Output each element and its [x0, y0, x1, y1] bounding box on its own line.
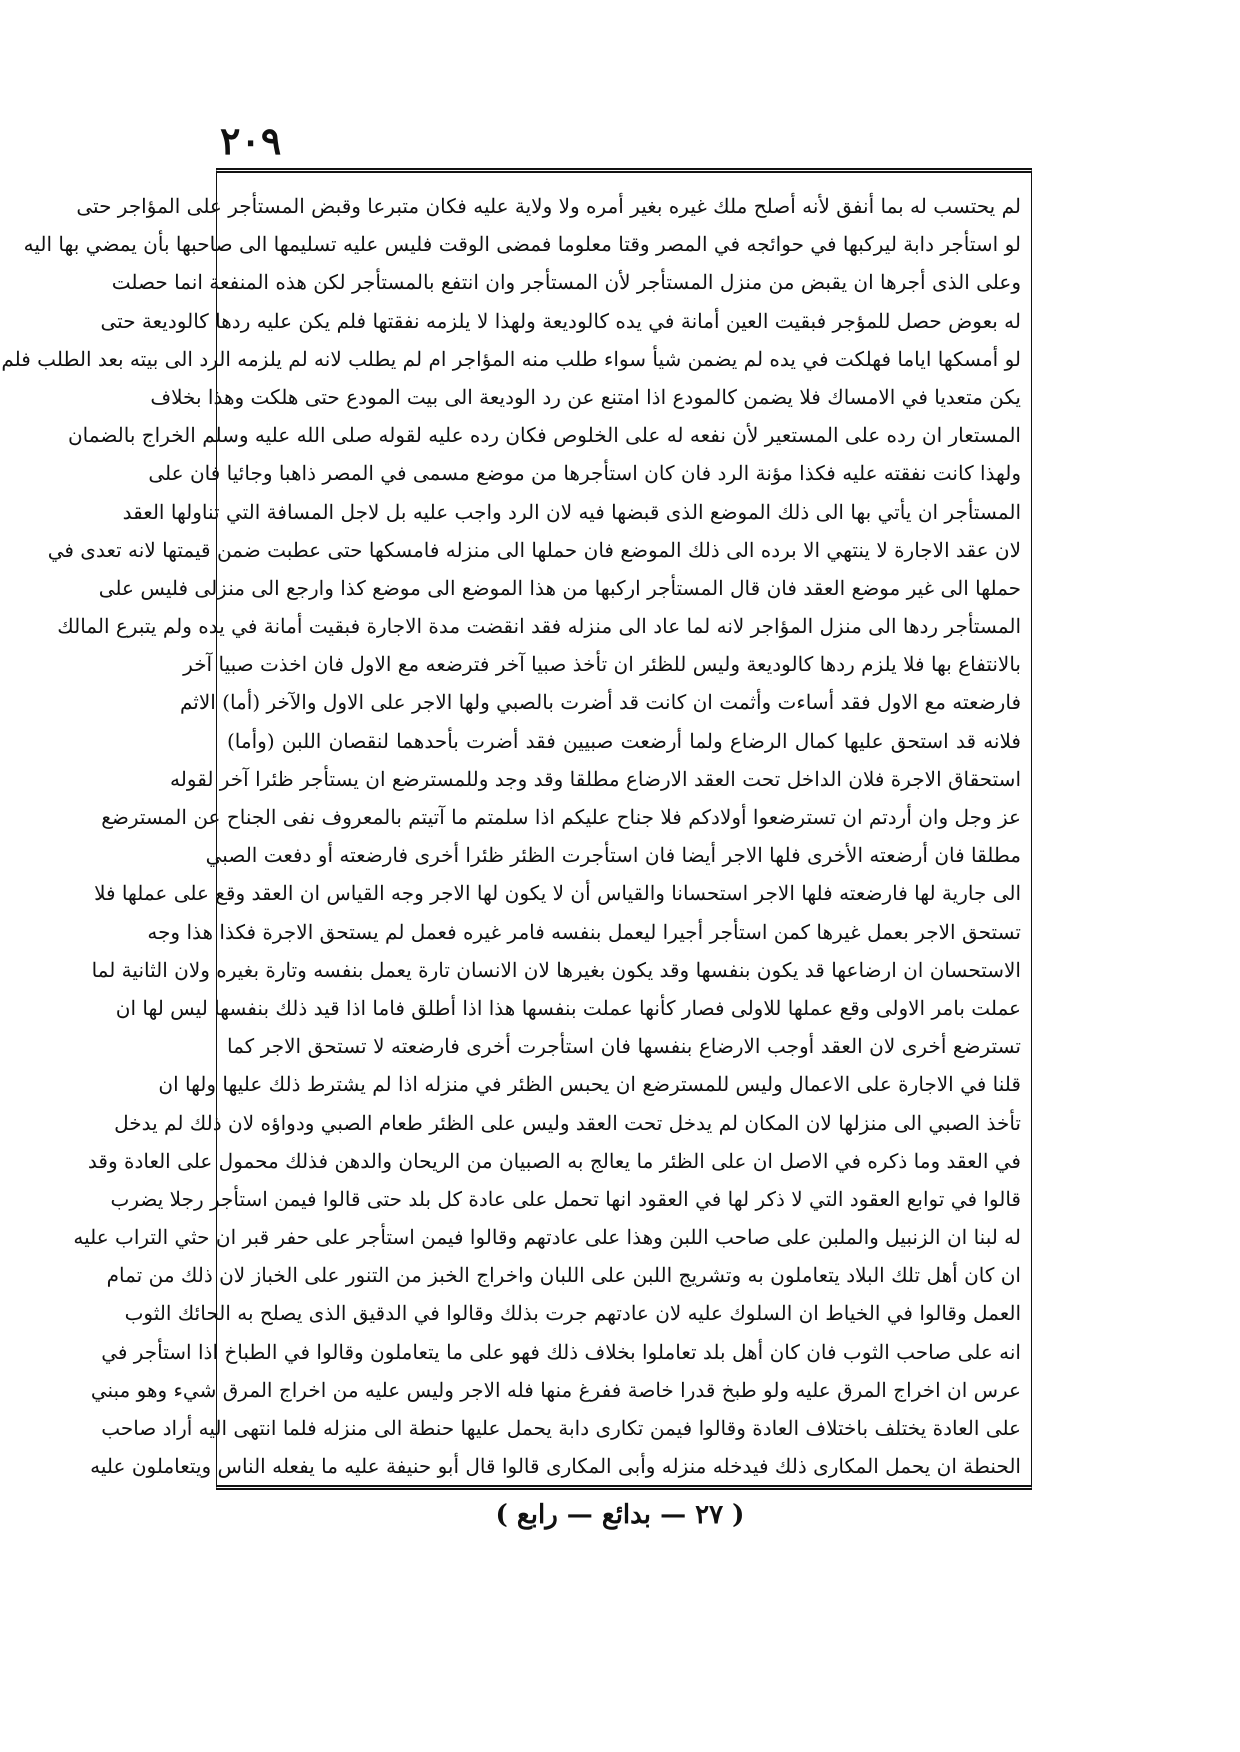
text-line: لان عقد الاجارة لا ينتهي الا برده الى ذلك الموضع فان حملها الى منزله فامسكها حتى عطبت ضمن قيمتها لانه تعدى في	[47, 537, 1021, 562]
text-line: المستأجر ان يأتي بها الى ذلك الموضع الذى قبضها فيه لان الرد واجب عليه بل لاجل المسافة التي تناولها العقد	[122, 499, 1021, 524]
text-line: المستأجر ردها الى منزل المؤاجر لانه لما عاد الى منزله فقد انقضت مدة الاجارة فبقيت أمانة في يده ولم يتبرع المالك	[57, 614, 1021, 639]
text-line: لو أمسكها اياما فهلكت في يده لم يضمن شيأ سواء طلب منه المؤاجر ام لم يطلب لانه لم يلزمه الرد الى بيته بعد الطلب فلم	[1, 346, 1021, 371]
footer-signature: ( ٢٧ — بدائع — رابع )	[495, 1500, 745, 1530]
text-line: تسترضع أخرى لان العقد أوجب الارضاع بنفسها فان استأجرت أخرى فارضعته لا تستحق الاجر كما	[227, 1034, 1021, 1059]
text-frame	[1, 168, 1032, 1490]
text-line: تستحق الاجر بعمل غيرها كمن استأجر أجيرا ليعمل بنفسه فامر غيره فعمل لم يستحق الاجرة فكذا هذا وجه	[147, 919, 1021, 944]
text-line: في العقد وما ذكره في الاصل ان على الظئر ما يعالج به الصبيان من الريحان والدهن فذلك محمول على العادة وقد	[87, 1148, 1021, 1173]
text-line: مطلقا فان أرضعته الأخرى فلها الاجر أيضا فان استأجرت الظئر ظئرا أخرى فارضعته أو دفعت الصبي	[205, 843, 1021, 868]
text-line: استحقاق الاجرة فلان الداخل تحت العقد الارضاع مطلقا وقد وجد وللمسترضع ان يستأجر ظئرا آخر لقوله	[170, 766, 1021, 791]
text-line: عز وجل وان أردتم ان تسترضعوا أولادكم فلا جناح عليكم اذا سلمتم ما آتيتم بالمعروف نفى الجناح عن المسترضع	[101, 805, 1021, 829]
text-line: فارضعته مع الاول فقد أساءت وأثمت ان كانت قد أضرت بالصبي ولها الاجر على الاول والآخر (أما) الاثم	[179, 690, 1021, 715]
text-line: ان كان أهل تلك البلاد يتعاملون به وتشريج اللبن على اللبان واخراج الخبز من التنور على الخباز لان ذلك من تمام	[106, 1263, 1021, 1288]
text-line: الحنطة ان يحمل المكارى ذلك فيدخله منزله وأبى المكارى قالوا قال أبو حنيفة عليه ما يفعله الناس ويتعاملون عليه	[90, 1454, 1021, 1479]
page-number: ٢٠٩	[220, 118, 282, 163]
text-line: له بعوض حصل للمؤجر فبقيت العين أمانة في يده كالوديعة ولهذا لا يلزمه نفقتها فلم يكن عليه ردها كالوديعة حتى	[100, 308, 1021, 333]
text-line: عملت بامر الاولى وقع عملها للاولى فصار كأنها عملت بنفسها هذا اذا أطلق فاما اذا قيد ذلك بنفسها ليس لها ان	[115, 995, 1021, 1020]
text-line: المستعار ان رده على المستعير لأن نفعه له على الخلوص فكان رده عليه لقوله صلى الله عليه وسلم الخراج بالضمان	[67, 423, 1021, 448]
text-line: بالانتفاع بها فلا يلزم ردها كالوديعة وليس للظئر ان تأخذ صبيا آخر فترضعه مع الاول فان اخذت صبيا آخر	[183, 652, 1021, 677]
text-line: قلنا في الاجارة على الاعمال وليس للمسترضع ان يحبس الظئر في منزله اذا لم يشترط ذلك عليها ولها ان	[158, 1072, 1021, 1097]
text-line: على العادة يختلف باختلاف العادة وقالوا فيمن تكارى دابة يحمل عليها حنطة الى منزله فلما انتهى اليه أراد صاحب	[101, 1416, 1021, 1440]
text-line: العمل وقالوا في الخياط ان السلوك عليه لان عادتهم جرت بذلك وقالوا في الدقيق الذى يصلح به الحائك الثوب	[124, 1301, 1021, 1326]
text-line: لم يحتسب له بما أنفق لأنه أصلح ملك غيره بغير أمره ولا ولاية عليه فكان متبرعا وقبض المستأجر على المؤاجر حتى	[76, 194, 1021, 218]
text-line: الاستحسان ان ارضاعها قد يكون بنفسها وقد يكون بغيرها لان الانسان تارة يعمل بنفسه وتارة بغيره ولان الثانية لما	[91, 957, 1021, 982]
text-line: يكن متعديا في الامساك فلا يضمن كالمودع اذا امتنع عن رد الوديعة الى بيت المودع حتى هلكت وهذا بخلاف	[150, 384, 1021, 409]
text-line: لو استأجر دابة ليركبها في حوائجه في المصر وقتا معلوما فمضى الوقت فليس عليه تسليمها الى صاحبها بأن يمضي بها اليه	[23, 232, 1021, 257]
text-line: حملها الى غير موضع العقد فان قال المستأجر اركبها من هذا الموضع الى موضع كذا وارجع الى منزلى فليس على	[98, 575, 1021, 600]
main-text	[1, 187, 1021, 1485]
text-line: وعلى الذى أجرها ان يقبض من منزل المستأجر لأن المستأجر وان انتفع بالمستأجر لكن هذه المنفعة انما حصلت	[111, 270, 1021, 295]
text-line: له لبنا ان الزنبيل والملبن على صاحب اللبن وهذا على عادتهم وقالوا فيمن استأجر على حفر قبر ان حثي التراب عليه	[73, 1225, 1021, 1250]
text-line: الى جارية لها فارضعته فلها الاجر استحسانا والقياس أن لا يكون لها الاجر وجه القياس ان العقد وقع على عملها فلا	[94, 881, 1021, 906]
text-line: انه على صاحب الثوب فان كان أهل بلد تعاملوا بخلاف ذلك فهو على ما يتعاملون وقالوا في الطباخ اذا استأجر في	[101, 1339, 1021, 1364]
text-line: قالوا في توابع العقود التي لا ذكر لها في العقود انها تحمل على عادة كل بلد حتى قالوا فيمن استأجر رجلا يضرب	[110, 1186, 1021, 1211]
text-line: ولهذا كانت نفقته عليه فكذا مؤنة الرد فان كان استأجرها من موضع مسمى في المصر ذاهبا وجائيا فان على	[148, 461, 1021, 486]
text-line: تأخذ الصبي الى منزلها لان المكان لم يدخل تحت العقد وليس على الظئر طعام الصبي ودواؤه لان ذلك لم يدخل	[114, 1110, 1021, 1135]
text-line: فلانه قد استحق عليها كمال الرضاع ولما أرضعت صبيين فقد أضرت بأحدهما لنقصان اللبن (وأما)	[227, 728, 1021, 753]
text-line: عرس ان اخراج المرق عليه ولو طبخ قدرا خاصة ففرغ منها فله الاجر وليس عليه من اخراج المرق شيء وهو مبني	[90, 1377, 1021, 1402]
